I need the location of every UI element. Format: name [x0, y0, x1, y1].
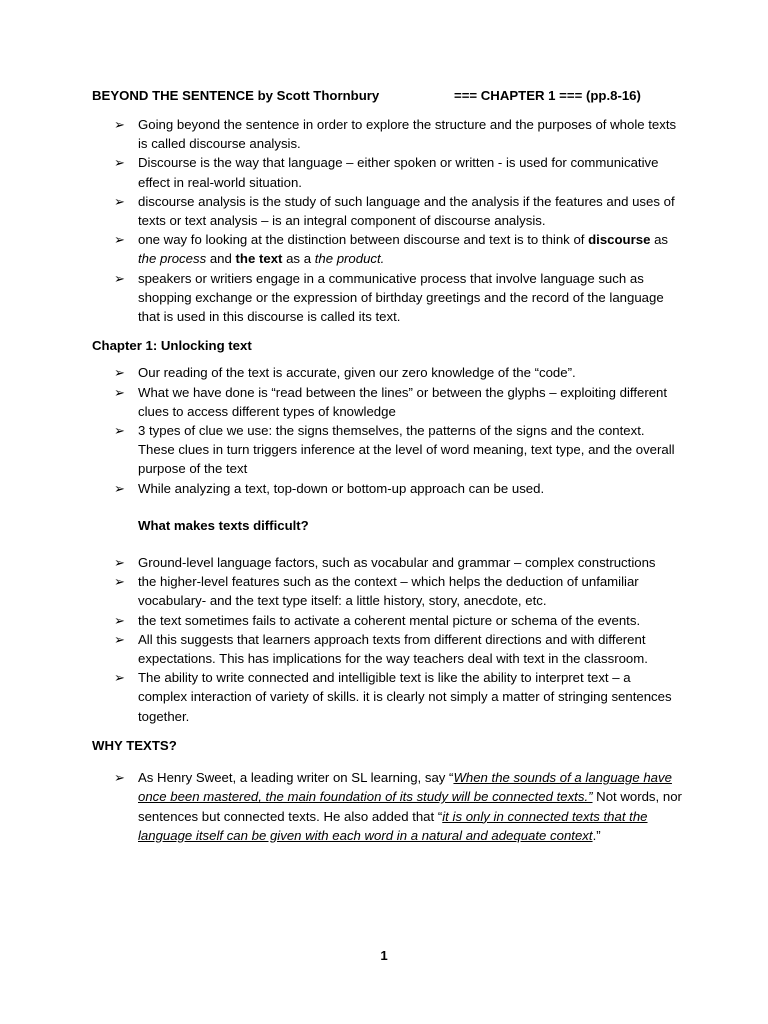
arrow-bullet-icon: ➢ [114, 612, 125, 628]
arrow-bullet-icon: ➢ [114, 631, 125, 647]
texts-difficult-bullet-list [92, 553, 682, 726]
unlocking-text-bullet-list [92, 363, 682, 497]
list-item: ➢ 3 types of clue we use: the signs themselves, the patterns of the signs and the context. These clues in turn triggers inference at the level of word meaning, text type, and the overall purpose of the text [114, 423, 675, 477]
list-item: ➢ speakers or writiers engage in a communicative process that involve language such as shopping exchange or the expression of birthday greetings and the record of the language that is used in this discourse is called its text. [114, 270, 664, 325]
list-item: ➢ As Henry Sweet, a leading writer on SL learning, say “When the sounds of a language have once been mastered, the main foundation of its study will be connected texts.” Not words, nor sentences but connected texts. He also added that “it is only in connected texts that the language itself can be given with each word in a natural and adequate context.” [114, 770, 682, 843]
section-heading-why-texts: WHY TEXTS? [92, 737, 177, 753]
why-texts-bullet-list [92, 768, 682, 845]
arrow-bullet-icon: ➢ [114, 155, 125, 171]
arrow-bullet-icon: ➢ [114, 365, 125, 381]
list-item: ➢ Going beyond the sentence in order to explore the structure and the purposes of whole texts is called discourse analysis. [114, 117, 677, 152]
list-item: ➢ one way fo looking at the distinction between discourse and text is to think of discourse as the process and the text as a the product. [114, 232, 669, 267]
section-heading-texts-difficult: What makes texts difficult? [138, 517, 309, 533]
list-item: ➢ While analyzing a text, top-down or bottom-up approach can be used. [92, 479, 682, 498]
list-item: ➢ the higher-level features such as the context – which helps the deduction of unfamiliar vocabulary- and the text type itself: a little history, story, anecdote, etc. [114, 574, 639, 609]
arrow-bullet-icon: ➢ [114, 670, 125, 686]
list-item: ➢ All this suggests that learners approach texts from different directions and with different expectations. This has implications for the way teachers deal with text in the classroom. [114, 631, 648, 667]
document-header [92, 86, 682, 106]
page-number: 1 [380, 948, 388, 963]
arrow-bullet-icon: ➢ [114, 480, 125, 496]
list-item: ➢ Discourse is the way that language – either spoken or written - is used for communicative effect in real-world situation. [114, 155, 659, 190]
arrow-bullet-icon: ➢ [114, 555, 125, 571]
list-item: ➢ discourse analysis is the study of such language and the analysis if the features and uses of texts or text analysis – is an integral component of discourse analysis. [114, 193, 675, 229]
sweet-quote-connected-texts: When the sounds of a language have once been mastered, the main foundation of its study will be connected texts.” [138, 770, 672, 805]
intro-bullet-list [92, 115, 682, 326]
list-item: ➢ Ground-level language factors, such as vocabular and grammar – complex constructions [92, 553, 682, 572]
sweet-quote-natural-context: it is only in connected texts that the language itself can be given with each word in a natural and adequate context [138, 808, 648, 843]
document-page [92, 86, 682, 845]
section-heading-unlocking-text: Chapter 1: Unlocking text [92, 338, 252, 354]
list-item: ➢ Our reading of the text is accurate, given our zero knowledge of the “code”. [92, 363, 682, 382]
document-title: BEYOND THE SENTENCE by Scott Thornbury [92, 88, 380, 103]
arrow-bullet-icon: ➢ [114, 574, 125, 590]
arrow-bullet-icon: ➢ [114, 270, 125, 286]
arrow-bullet-icon: ➢ [114, 232, 125, 248]
list-item: ➢ the text sometimes fails to activate a coherent mental picture or schema of the events. [92, 611, 682, 630]
arrow-bullet-icon: ➢ [114, 193, 125, 209]
arrow-bullet-icon: ➢ [114, 117, 125, 132]
list-item: ➢ The ability to write connected and intelligible text is like the ability to interpret text – a complex interaction of variety of skills. it is clearly not simply a matter of stringing sentences together. [114, 670, 672, 724]
chapter-reference: === CHAPTER 1 === (pp.8-16) [454, 88, 641, 103]
list-item: ➢ What we have done is “read between the lines” or between the glyphs – exploiting different clues to access different types of knowledge [114, 384, 668, 419]
arrow-bullet-icon: ➢ [114, 384, 125, 400]
arrow-bullet-icon: ➢ [114, 770, 125, 786]
arrow-bullet-icon: ➢ [114, 423, 125, 439]
